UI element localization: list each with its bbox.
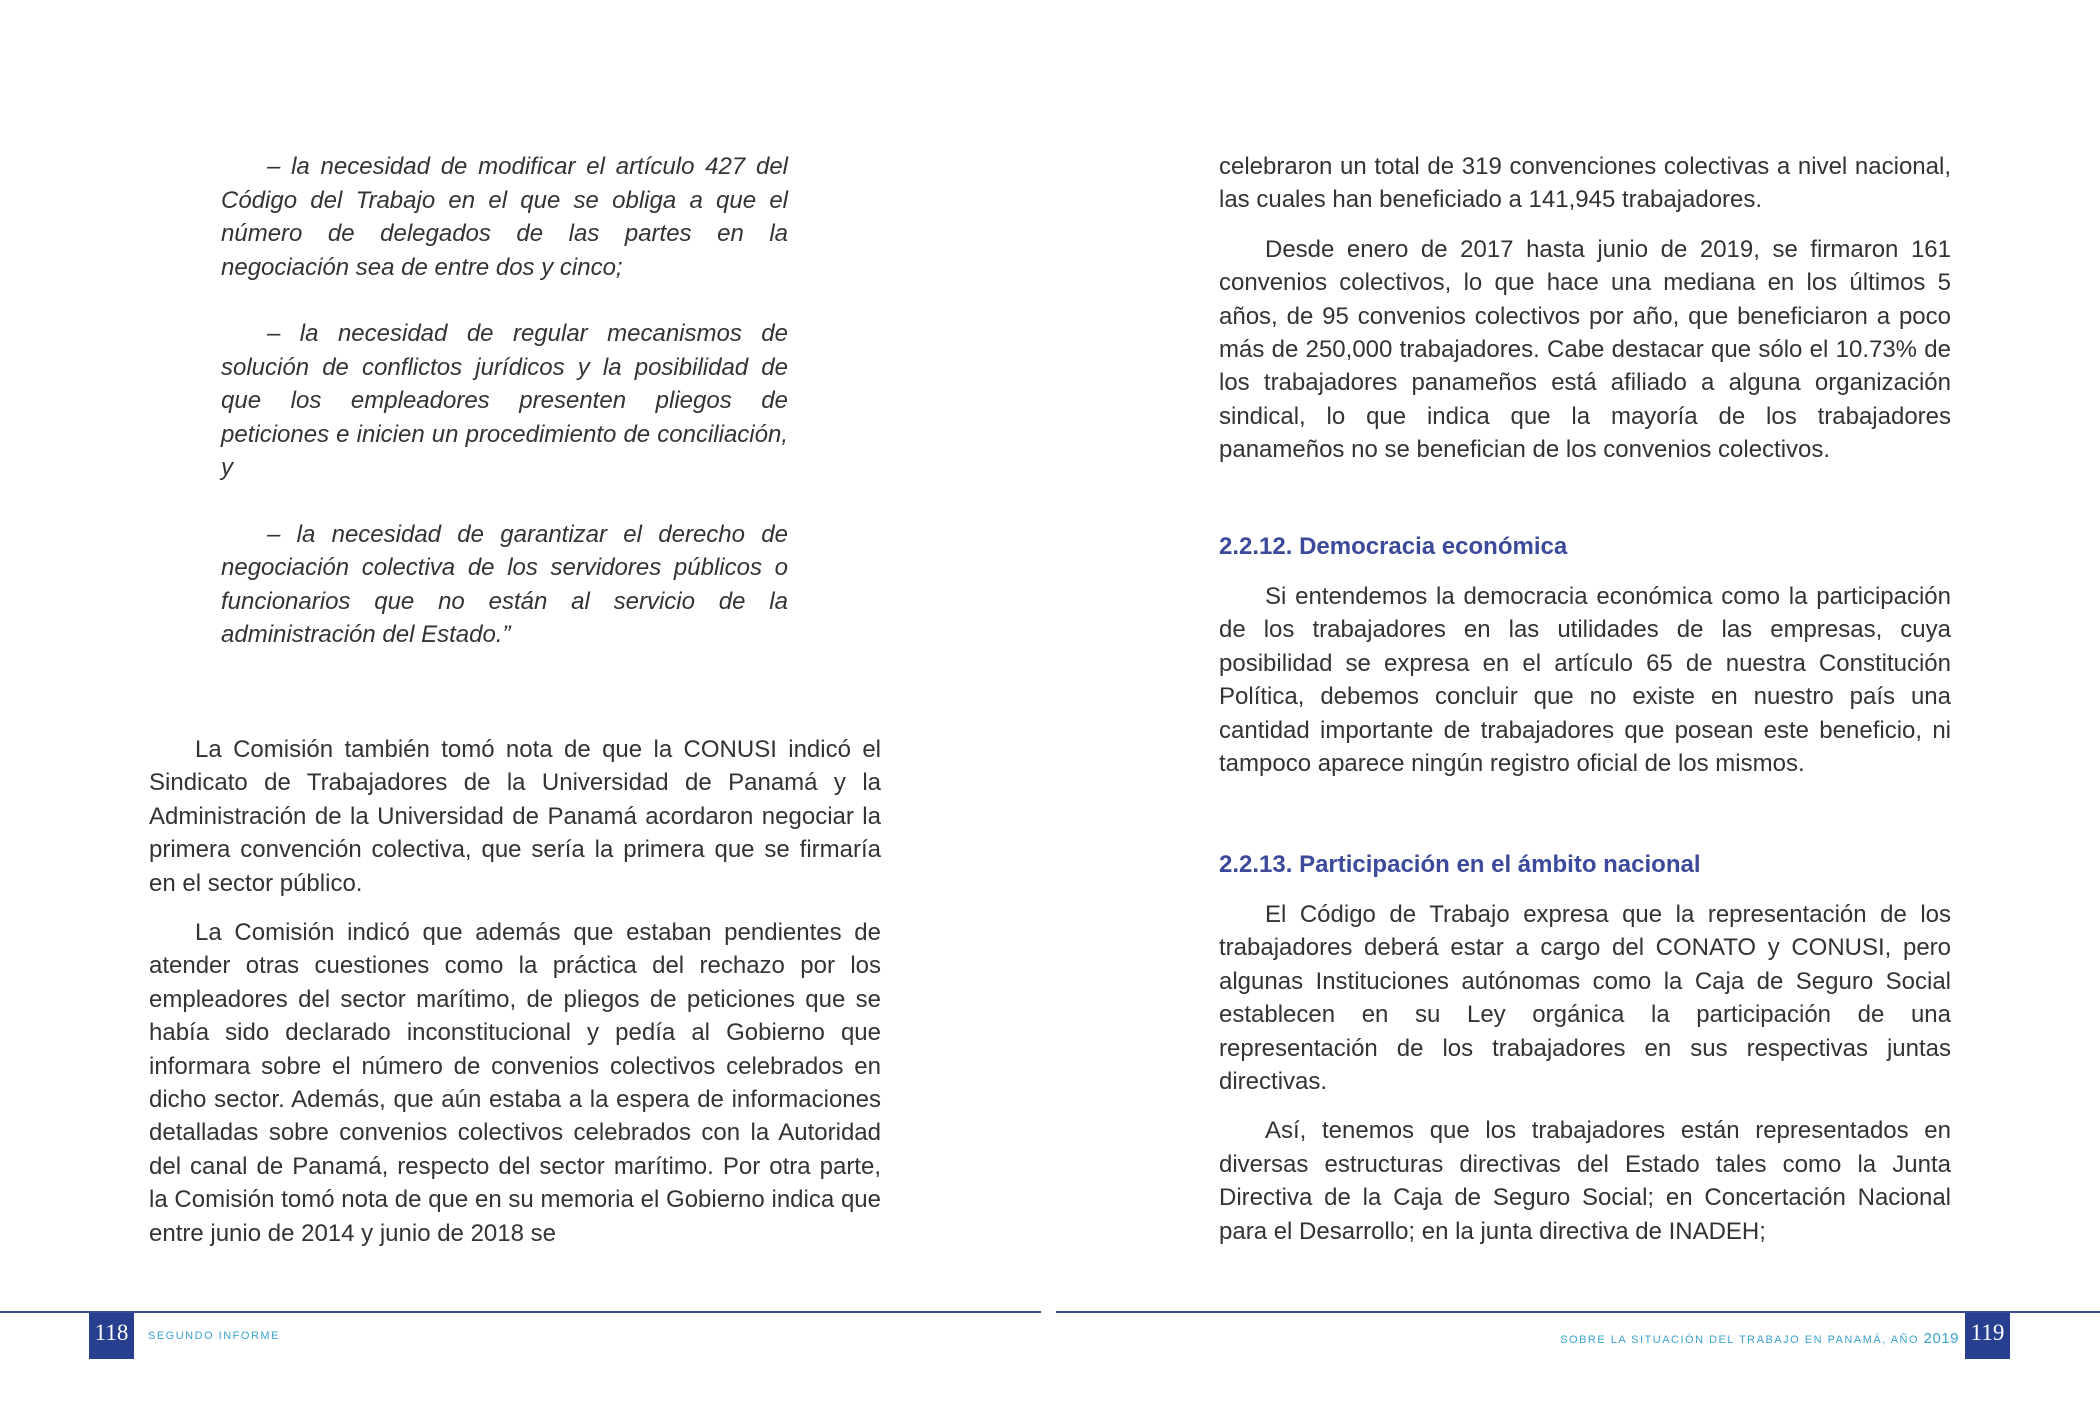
quote-paragraph: – la necesidad de modificar el artículo 427 del Código del Trabajo en el que se obliga a que el número de delegados de las partes en la negociación sea de entre dos y cinco; bbox=[221, 153, 788, 281]
body-paragraph: La Comisión indicó que además que estaban pendientes de atender otras cuestiones como la práctica del rechazo por los empleadores del sector marítimo, de pliegos de peticiones que se había sido declarado inconstitucional y pedía al Gobierno que informara sobre el número de convenios colectivos celebrados en dicho sector. Además, que aún estaba a la espera de informaciones detalladas sobre convenios colectivos celebrados con la Autoridad del canal de Panamá, respecto del sector marítimo. Por otra parte, la Comisión tomó nota de que en su memoria el Gobierno indica que entre junio de 2014 y junio de 2018 se bbox=[149, 919, 881, 1247]
footer-label: SOBRE LA SITUACIÓN DEL TRABAJO EN PANAMÁ, AÑO bbox=[1560, 1334, 1920, 1346]
body-paragraph: Si entendemos la democracia económica como la participación de los trabajadores en las utilidades de las empresas, cuya posibilidad se expresa en el artículo 65 de nuestra Constitución Política, debemos concluir que no existe en nuestro país una cantidad importante de trabajadores que posean este beneficio, ni tampoco aparece ningún registro oficial de los mismos. bbox=[1219, 583, 1951, 778]
quote-paragraph: – la necesidad de garantizar el derecho de negociación colectiva de los servidores públicos o funcionarios que no están al servicio de la administración del Estado.” bbox=[221, 520, 788, 648]
body-paragraph: El Código de Trabajo expresa que la representación de los trabajadores deberá estar a cargo del CONATO y CONUSI, pero algunas Instituciones autónomas como la Caja de Seguro Social establecen en su Ley orgánica la participación de una representación de los trabajadores en sus respectivas juntas directivas. bbox=[1219, 901, 1951, 1096]
right-intro-text bbox=[1219, 150, 1951, 483]
footer-running-title bbox=[1560, 1330, 1959, 1347]
body-paragraph: Desde enero de 2017 hasta junio de 2019, se firmaron 161 convenios colectivos, lo que hace una mediana en los últimos 5 años, de 95 convenios colectivos por año, que beneficiaron a poco más de 250,000 trabajadores. Cabe destacar que sólo el 10.73% de los trabajadores panameños está afiliado a alguna organización sindical, lo que indica que la mayoría de los trabajadores panameños no se benefician de los convenios colectivos. bbox=[1219, 235, 1951, 464]
section-heading: 2.2.12. Democracia económica bbox=[1219, 533, 1568, 560]
section-body bbox=[1219, 580, 1951, 796]
page-number: 119 bbox=[1965, 1313, 2010, 1359]
footer-running-title: SEGUNDO INFORME bbox=[148, 1330, 280, 1342]
quote-paragraph: – la necesidad de regular mecanismos de solución de conflictos jurídicos y la posibilidad de que los empleadores presenten pliegos de peticiones e inicien un procedimiento de conciliación, y bbox=[221, 320, 788, 481]
left-body-text bbox=[149, 733, 881, 1266]
quote-block bbox=[221, 150, 788, 685]
section-heading: 2.2.13. Participación en el ámbito nacional bbox=[1219, 851, 1701, 878]
footer-rule bbox=[0, 1311, 1041, 1313]
body-paragraph: celebraron un total de 319 convenciones colectivas a nivel nacional, las cuales han beneficiado a 141,945 trabajadores. bbox=[1219, 153, 1951, 214]
footer-rule bbox=[1056, 1311, 2100, 1313]
right-page bbox=[1050, 0, 2100, 1425]
section-body bbox=[1219, 898, 1951, 1264]
body-paragraph: La Comisión también tomó nota de que la CONUSI indicó el Sindicato de Trabajadores de la Universidad de Panamá y la Administración de la Universidad de Panamá acordaron negociar la primera convención colectiva, que sería la primera que se firmaría en el sector público. bbox=[149, 736, 881, 897]
body-paragraph: Así, tenemos que los trabajadores están representados en diversas estructuras directivas del Estado tales como la Junta Directiva de la Caja de Seguro Social; en Concertación Nacional para el Desarrollo; en la junta directiva de INADEH; bbox=[1219, 1117, 1951, 1245]
page-number: 118 bbox=[89, 1313, 134, 1359]
footer-year: 2019 bbox=[1923, 1330, 1959, 1347]
